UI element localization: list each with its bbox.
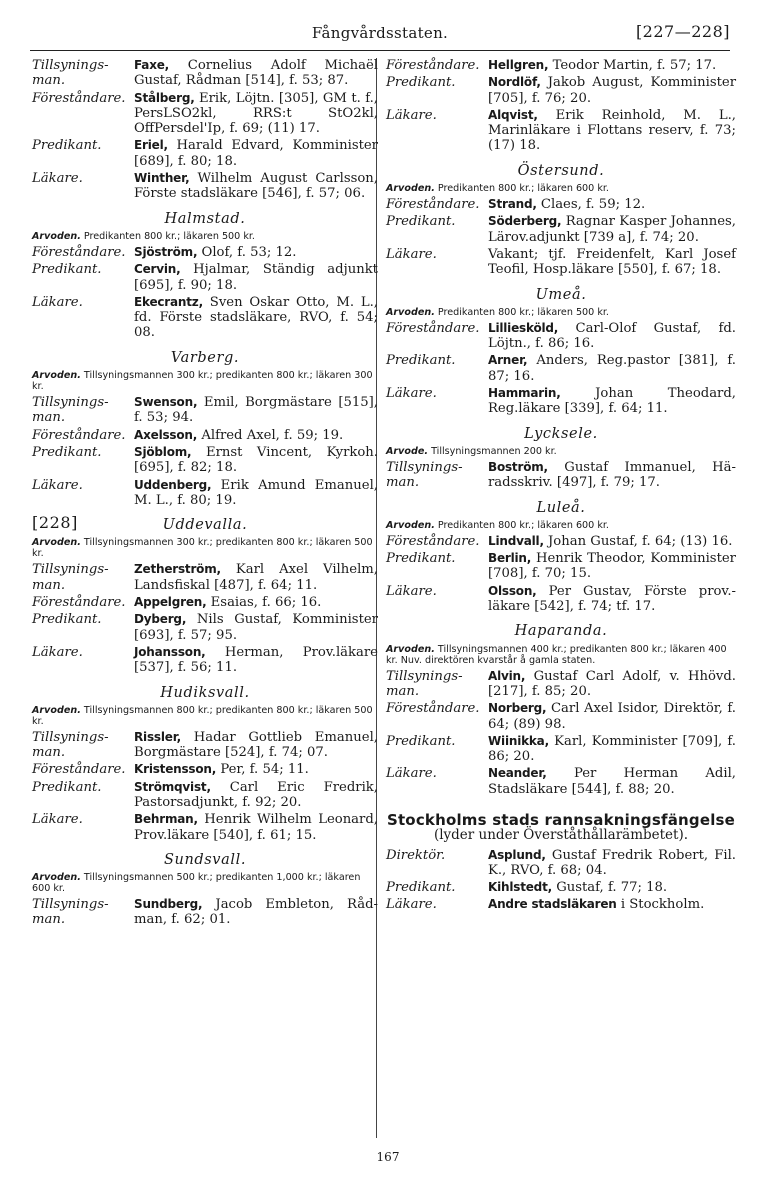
- staff-details: Anders, Reg.pastor [381], f. 87; 16.: [488, 353, 736, 384]
- fees-note: [386, 520, 736, 531]
- city-name: Luleå.: [536, 499, 586, 516]
- staff-person: [488, 75, 736, 106]
- staff-person: [488, 551, 736, 582]
- staff-role: Predikant.: [32, 612, 102, 628]
- staff-person: [134, 245, 378, 260]
- staff-person: [488, 897, 736, 912]
- staff-person: [488, 386, 736, 417]
- staff-person: [488, 766, 736, 797]
- staff-entry: [32, 58, 378, 89]
- staff-name: Nordlöf,: [488, 75, 541, 90]
- staff-details: Karl Axel Vilhelm, Landsfiskal [487], f. 64; 11.: [134, 562, 378, 593]
- staff-details: Gustaf Carl Adolf, v. Hhövd. [217], f. 85; 20.: [488, 668, 736, 699]
- staff-details: Karl, Komminister [709], f. 86; 20.: [488, 733, 737, 765]
- fees-text: Predikanten 800 kr.; läkaren 600 kr.: [437, 519, 609, 531]
- city-name: Umeå.: [535, 286, 587, 303]
- staff-person: [488, 701, 736, 732]
- staff-person: [488, 669, 736, 700]
- staff-person: [488, 321, 736, 352]
- staff-person: [488, 584, 736, 615]
- city-name: Östersund.: [517, 162, 605, 179]
- staff-person: [134, 262, 378, 293]
- staff-name: Boström,: [488, 459, 548, 474]
- staff-person: [134, 897, 378, 928]
- staff-details: Carl Axel Isidor, Direktör, f. 64; (89) 98.: [488, 701, 736, 732]
- staff-name: Winther,: [134, 171, 190, 186]
- staff-person: [134, 171, 378, 202]
- staff-person: [488, 58, 736, 73]
- staff-name: Lilliesköld,: [488, 320, 559, 335]
- staff-details: Teodor Martin, f. 57; 17.: [552, 58, 717, 73]
- staff-name: Appelgren,: [134, 595, 207, 610]
- staff-name: Alvin,: [488, 668, 526, 683]
- fees-label: Arvoden.: [32, 370, 81, 382]
- staff-person: [134, 295, 378, 341]
- staff-entry: [386, 75, 736, 106]
- staff-name: Wiinikka,: [488, 733, 549, 748]
- fees-note: [32, 872, 378, 894]
- staff-entry: [386, 321, 736, 352]
- staff-person: [488, 108, 736, 154]
- fees-label: Arvoden.: [32, 230, 81, 242]
- staff-entry: [32, 645, 378, 676]
- staff-role: Predikant.: [386, 551, 456, 567]
- staff-name: Sundberg,: [134, 897, 203, 912]
- staff-details: Hjalmar, Ständig adjunkt [695], f. 90; 18.: [134, 262, 378, 293]
- fees-text: Predikanten 800 kr.; läkaren 600 kr.: [437, 183, 609, 195]
- staff-entry: [386, 766, 736, 797]
- staff-entry: [386, 701, 736, 732]
- staff-name: Asplund,: [488, 847, 546, 862]
- staff-name: Sjöström,: [134, 244, 198, 259]
- city-heading: [32, 686, 378, 701]
- page-marker: [228]: [32, 513, 79, 533]
- staff-entry: [386, 108, 736, 154]
- staff-person: [488, 734, 736, 765]
- staff-role: Läkare.: [386, 897, 437, 913]
- left-column: [32, 58, 378, 930]
- staff-role: Föreståndare.: [32, 427, 126, 443]
- staff-details: Henrik Theodor, Komminister [708], f. 70; 15.: [488, 551, 736, 582]
- staff-role: Föreståndare.: [32, 244, 126, 260]
- staff-name: Kristensson,: [134, 762, 217, 777]
- staff-details: Herman, Prov.läkare [537], f. 56; 11.: [134, 644, 378, 676]
- staff-entry: [386, 669, 736, 700]
- staff-entry: [32, 897, 378, 928]
- city-heading: [386, 427, 736, 442]
- staff-name: Alqvist,: [488, 107, 538, 122]
- staff-details: Cornelius Adolf Michaël Gustaf, Rådman [514], f. 53; 87.: [134, 58, 378, 89]
- staff-details: Emil, Borgmästare [515], f. 53; 94.: [134, 395, 378, 426]
- staff-role: Predikant.: [386, 880, 456, 896]
- staff-name: Kihlstedt,: [488, 880, 552, 895]
- staff-role: Föreståndare.: [386, 533, 480, 549]
- staff-entry: [32, 262, 378, 293]
- fees-note: [386, 446, 736, 457]
- staff-details: Olof, f. 53; 12.: [201, 244, 297, 260]
- staff-details: Per, f. 54; 11.: [220, 762, 309, 778]
- staff-name: Andre stadsläkaren: [488, 897, 617, 912]
- staff-name: Olsson,: [488, 583, 537, 598]
- staff-entry: [32, 295, 378, 341]
- staff-role: Läkare.: [386, 246, 437, 262]
- staff-person: [134, 428, 378, 443]
- staff-person: [134, 730, 378, 761]
- fees-label: Arvoden.: [32, 872, 81, 884]
- staff-name: Strömqvist,: [134, 779, 211, 794]
- staff-entry: [386, 386, 736, 417]
- staff-role: Föreståndare.: [386, 701, 480, 717]
- staff-details: Gustaf Fredrik Robert, Fil. K., RVO, f. 68; 04.: [488, 847, 736, 878]
- staff-entry: [32, 595, 378, 610]
- staff-entry: [32, 138, 378, 169]
- staff-name: Ekecrantz,: [134, 294, 203, 309]
- staff-person: [488, 880, 736, 895]
- staff-name: Dyberg,: [134, 612, 187, 627]
- fees-label: Arvoden.: [386, 643, 435, 655]
- staff-entry: [386, 734, 736, 765]
- staff-person: [488, 353, 736, 384]
- staff-role: Läkare.: [32, 644, 83, 660]
- staff-role: Tillsynings- man.: [32, 897, 109, 928]
- staff-role: Föreståndare.: [386, 197, 480, 213]
- staff-entry: [386, 58, 736, 73]
- staff-person: [488, 214, 736, 245]
- staff-name: Swenson,: [134, 395, 198, 410]
- fees-note: [32, 537, 378, 559]
- staff-person: [488, 460, 736, 491]
- staff-person: [488, 848, 736, 879]
- staff-role: Tillsynings- man.: [32, 729, 109, 761]
- staff-role: Predikant.: [32, 444, 102, 460]
- staff-role: Predikant.: [386, 733, 456, 749]
- staff-details: Claes, f. 59; 12.: [540, 197, 646, 213]
- fees-note: [32, 231, 378, 242]
- staff-details: Erik, Löjtn. [305], GM t. f., PersLSO2kl, RRS:t StO2kl, OffPersdel'Ip, f. 69; (11) 17.: [134, 90, 378, 137]
- staff-name: Faxe,: [134, 58, 170, 72]
- city-heading: [386, 164, 736, 179]
- city-heading: [386, 501, 736, 516]
- staff-name: Stålberg,: [134, 90, 195, 105]
- staff-entry: [386, 897, 736, 912]
- city-heading: [32, 513, 378, 534]
- city-heading: [32, 351, 378, 366]
- staff-person: [488, 247, 736, 278]
- city-name: Lycksele.: [524, 425, 598, 442]
- staff-name: Sjöblom,: [134, 444, 192, 459]
- staff-person: [134, 91, 378, 137]
- staff-entry: [32, 478, 378, 509]
- city-name: Varberg.: [170, 349, 240, 366]
- staff-name: Zetherström,: [134, 562, 221, 577]
- staff-role: Föreståndare.: [32, 90, 126, 106]
- fees-text: Tillsyningsmannen 300 kr.; predikanten 800 kr.; läkaren 500 kr.: [32, 537, 373, 560]
- staff-role: Predikant.: [386, 353, 456, 369]
- staff-name: Berlin,: [488, 551, 532, 566]
- staff-details: Carl-Olof Gustaf, fd. Löjtn., f. 86; 16.: [488, 320, 736, 352]
- staff-name: Strand,: [488, 197, 537, 212]
- staff-entry: [32, 245, 378, 260]
- fees-note: [386, 644, 736, 666]
- fees-note: [32, 705, 378, 727]
- staff-role: Tillsynings- man.: [386, 668, 463, 699]
- staff-name: Lindvall,: [488, 533, 544, 548]
- right-column: [386, 58, 736, 915]
- staff-person: [488, 197, 736, 212]
- staff-entry: [32, 91, 378, 137]
- fees-label: Arvoden.: [32, 537, 81, 549]
- staff-entry: [386, 880, 736, 895]
- staff-person: [134, 812, 378, 843]
- city-heading: [32, 212, 378, 227]
- staff-person: [134, 562, 378, 593]
- staff-person: [488, 534, 736, 549]
- staff-person: [134, 478, 378, 509]
- city-heading: [386, 288, 736, 303]
- staff-details: Alfred Axel, f. 59; 19.: [201, 427, 344, 443]
- staff-name: Behrman,: [134, 812, 198, 827]
- staff-entry: [386, 848, 736, 879]
- staff-name: Rissler,: [134, 729, 182, 744]
- section-heading: Stockholms stads rannsakningsfängelse: [386, 810, 736, 829]
- staff-role: Tillsynings- man.: [32, 395, 109, 426]
- staff-entry: [32, 730, 378, 761]
- staff-name: Söderberg,: [488, 214, 562, 229]
- staff-entry: [32, 780, 378, 811]
- staff-entry: [32, 762, 378, 777]
- fees-label: Arvoden.: [386, 183, 435, 195]
- staff-details: Wilhelm August Carlsson, Förste stadsläkare [546], f. 57; 06.: [134, 171, 378, 202]
- staff-role: Föreståndare.: [386, 320, 480, 336]
- staff-entry: [32, 428, 378, 443]
- fees-text: Tillsyningsmannen 500 kr.; predikanten 1,000 kr.; läkaren 600 kr.: [32, 872, 361, 895]
- staff-name: Arner,: [488, 353, 528, 368]
- staff-details: Johan Theodard, Reg.läkare [339], f. 64; 11.: [488, 386, 736, 417]
- staff-details: Nils Gustaf, Komminister [693], f. 57; 95.: [134, 612, 378, 643]
- staff-details: i Stockholm.: [620, 897, 705, 913]
- staff-name: Neander,: [488, 766, 547, 781]
- staff-role: Föreståndare.: [386, 58, 480, 73]
- staff-entry: [32, 562, 378, 593]
- staff-person: [134, 612, 378, 643]
- staff-entry: [386, 534, 736, 549]
- fees-label: Arvoden.: [386, 519, 435, 531]
- staff-details: Sven Oskar Otto, M. L., fd. Förste stadsläkare, RVO, f. 54; 08.: [134, 294, 378, 341]
- staff-role: Tillsynings- man.: [32, 562, 109, 593]
- fees-label: Arvoden.: [32, 704, 81, 716]
- staff-person: [134, 645, 378, 676]
- staff-details: Ernst Vincent, Kyrkoh. [695], f. 82; 18.: [134, 444, 378, 476]
- staff-role: Tillsynings- man.: [386, 459, 463, 491]
- fees-label: Arvoden.: [386, 306, 435, 318]
- staff-person: [134, 395, 378, 426]
- staff-name: Uddenberg,: [134, 477, 212, 492]
- staff-name: Norberg,: [488, 701, 547, 716]
- staff-details: Jakob August, Komminister [705], f. 76; 20.: [488, 75, 736, 106]
- staff-role: Läkare.: [386, 766, 437, 782]
- staff-role: Läkare.: [386, 386, 437, 402]
- page-number: 167: [376, 1150, 400, 1164]
- fees-text: Tillsyningsmannen 200 kr.: [431, 445, 557, 457]
- city-heading: [32, 853, 378, 868]
- staff-details: Harald Edvard, Komminister [689], f. 80; 18.: [134, 138, 378, 169]
- staff-details: Esaias, f. 66; 16.: [210, 595, 322, 611]
- staff-entry: [386, 353, 736, 384]
- fees-note: [386, 183, 736, 194]
- staff-role: Föreståndare.: [32, 762, 126, 778]
- staff-entry: [386, 551, 736, 582]
- staff-details: Per Herman Adil, Stadsläkare [544], f. 88; 20.: [488, 766, 736, 797]
- staff-role: Tillsynings- man.: [32, 58, 109, 89]
- staff-details: Hadar Gottlieb Emanuel, Borgmästare [524], f. 74; 07.: [134, 729, 378, 761]
- staff-entry: [32, 812, 378, 843]
- staff-entry: [32, 171, 378, 202]
- staff-role: Läkare.: [32, 812, 83, 828]
- fees-text: Tillsyningsmannen 300 kr.; predikanten 800 kr.; läkaren 300 kr.: [32, 370, 373, 393]
- staff-person: [134, 780, 378, 811]
- staff-role: Predikant.: [32, 138, 102, 154]
- section-subheading: (lyder under Överståthållarämbetet).: [433, 827, 689, 844]
- fees-text: Predikanten 800 kr.; läkaren 500 kr.: [83, 230, 255, 242]
- staff-entry: [386, 584, 736, 615]
- staff-name: Hellgren,: [488, 58, 549, 72]
- staff-entry: [32, 395, 378, 426]
- staff-entry: [386, 214, 736, 245]
- staff-role: Predikant.: [386, 214, 456, 230]
- staff-details: Henrik Wilhelm Leonard, Prov.läkare [540], f. 61; 15.: [134, 812, 378, 843]
- staff-person: [134, 445, 378, 476]
- city-name: Uddevalla.: [162, 517, 248, 534]
- staff-entry: [386, 460, 736, 491]
- staff-person: [134, 58, 378, 89]
- staff-name: Johansson,: [134, 644, 206, 659]
- staff-entry: [32, 612, 378, 643]
- staff-entry: [386, 197, 736, 212]
- city-name: Sundsvall.: [163, 851, 247, 868]
- page-header: [30, 22, 730, 51]
- fees-text: Predikanten 800 kr.; läkaren 500 kr.: [437, 306, 609, 318]
- staff-person: [134, 138, 378, 169]
- staff-details: Carl Eric Fredrik, Pastorsadjunkt, f. 92; 20.: [134, 779, 378, 810]
- fees-note: [386, 307, 736, 318]
- staff-role: Föreståndare.: [32, 595, 126, 611]
- staff-person: [134, 762, 378, 777]
- staff-role: Läkare.: [32, 294, 83, 310]
- staff-details: Erik Amund Emanuel, M. L., f. 80; 19.: [134, 477, 378, 508]
- staff-details: Gustaf Immanuel, Häradsskriv. [497], f. 79; 17.: [488, 459, 736, 491]
- page-range: [227—228]: [635, 22, 730, 41]
- staff-details: Jacob Embleton, Rådman, f. 62; 01.: [134, 897, 378, 928]
- city-name: Haparanda.: [514, 623, 608, 640]
- fees-label: Arvode.: [386, 445, 429, 457]
- staff-role: Predikant.: [32, 262, 102, 278]
- fees-note: [32, 370, 378, 392]
- staff-role: Predikant.: [32, 779, 102, 795]
- staff-name: Hammarin,: [488, 386, 561, 401]
- staff-name: Cervin,: [134, 262, 181, 277]
- city-heading: [386, 624, 736, 639]
- staff-details: Ragnar Kasper Johannes, Lärov.adjunkt [739 a], f. 74; 20.: [488, 214, 736, 245]
- staff-role: Predikant.: [386, 75, 456, 91]
- staff-details: Per Gustav, Förste prov.läkare [542], f. 74; tf. 17.: [488, 583, 736, 615]
- staff-role: Läkare.: [386, 583, 437, 599]
- staff-role: Direktör.: [386, 847, 446, 863]
- page-title: Fångvårdsstaten.: [311, 24, 449, 42]
- staff-person: [134, 595, 378, 610]
- staff-details: Johan Gustaf, f. 64; (13) 16.: [548, 533, 733, 549]
- staff-name: Axelsson,: [134, 427, 198, 442]
- staff-role: Läkare.: [32, 171, 83, 187]
- staff-name: Eriel,: [134, 138, 168, 153]
- staff-role: Läkare.: [386, 107, 437, 123]
- fees-text: Tillsyningsmannen 800 kr.; predikanten 800 kr.; läkaren 500 kr.: [32, 704, 373, 727]
- city-name: Hudiksvall.: [160, 684, 250, 701]
- staff-details: Gustaf, f. 77; 18.: [556, 880, 668, 896]
- fees-text: Tillsyningsmannen 400 kr.; predikanten 800 kr.; läkaren 400 kr. Nuv. direktören kvarstår å gamla staten.: [386, 643, 727, 666]
- staff-details: Vakant; tjf. Freidenfelt, Karl Josef Teofil, Hosp.läkare [550], f. 67; 18.: [488, 246, 736, 278]
- staff-entry: [386, 247, 736, 278]
- city-name: Halmstad.: [164, 210, 246, 227]
- staff-details: Erik Reinhold, M. L., Marinläkare i Flottans reserv, f. 73; (17) 18.: [488, 107, 736, 154]
- staff-entry: [32, 445, 378, 476]
- staff-role: Läkare.: [32, 477, 83, 493]
